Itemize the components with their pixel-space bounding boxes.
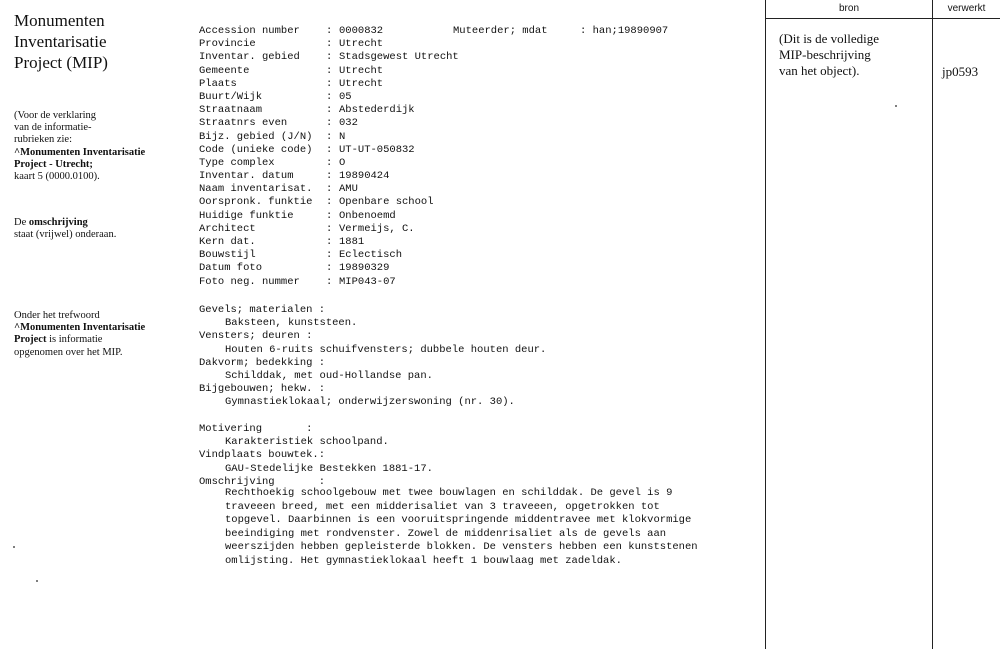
field-label: Inventar. datum: [199, 170, 294, 183]
field-row: [199, 170, 459, 183]
note-text: De: [14, 217, 29, 228]
scan-speck: [13, 546, 15, 548]
section-label: Gevels; materialen :: [199, 304, 326, 316]
description-line: traveeen breed, met een midderisaliet van 3 traveeen, opgetrokken tot: [225, 500, 660, 513]
field-colon: :: [326, 77, 333, 90]
section-group-motivation: [199, 423, 433, 476]
field-colon: :: [326, 117, 333, 130]
note-line: Onder het trefwoord: [14, 310, 100, 321]
field-row: [199, 223, 459, 236]
field-value: AMU: [339, 183, 358, 196]
description-line: beeindiging met rondvenster. Zowel de middenrisaliet als de gevels aan: [225, 527, 667, 540]
section-label: Dakvorm; bedekking :: [199, 356, 326, 369]
verwerkt-header: verwerkt: [947, 3, 986, 14]
field-value: 0000832: [339, 25, 384, 37]
note-omschrijving: [14, 217, 184, 241]
field-colon: :: [326, 275, 333, 288]
field-colon: :: [326, 222, 333, 235]
description-line: Rechthoekig schoolgebouw met twee bouwlagen en schilddak. De gevel is 9: [225, 487, 673, 499]
field-row: [199, 117, 459, 130]
bron-line: van het object).: [779, 63, 860, 78]
field-row: [199, 104, 459, 117]
field-colon: :: [326, 104, 333, 117]
field-list: [199, 25, 459, 289]
title-line: Project (MIP): [14, 53, 108, 72]
field-label: Datum foto: [199, 262, 263, 275]
description-line: weerszijden hebben gepleisterde blokken. De vensters hebben een kunststenen: [225, 541, 698, 554]
field-colon: :: [326, 51, 333, 64]
title-line: Inventarisatie: [14, 32, 107, 51]
field-colon: :: [326, 196, 333, 209]
field-label: Inventar. gebied: [199, 51, 300, 64]
field-value: O: [339, 156, 346, 169]
field-label: Huidige funktie: [199, 209, 294, 222]
column-divider: [932, 0, 933, 649]
field-colon: :: [326, 90, 333, 103]
section-group-materials: [199, 304, 546, 410]
field-value: 032: [339, 117, 358, 130]
section-value: Karakteristiek schoolpand.: [225, 436, 389, 449]
section-value: Houten 6-ruits schuifvensters; dubbele houten deur.: [225, 343, 547, 356]
field-value: Onbenoemd: [339, 209, 396, 222]
omschrijving-text: [225, 487, 765, 569]
field-label: Plaats: [199, 77, 237, 90]
field-row: [199, 51, 459, 64]
field-value: 19890424: [339, 170, 390, 183]
note-line: van de informatie-: [14, 122, 92, 134]
field-row: [199, 131, 459, 144]
note-link-bold: ^Monumenten Inventarisatie: [14, 322, 146, 334]
note-trefwoord: [14, 310, 184, 359]
field-label: Bouwstijl: [199, 249, 256, 262]
field-row: [199, 38, 459, 51]
field-value: Utrecht: [339, 77, 384, 90]
field-value: han;19890907: [592, 25, 669, 37]
field-colon: :: [326, 183, 333, 196]
bron-line: (Dit is de volledige: [779, 31, 880, 46]
omschrijving-label: Omschrijving :: [199, 476, 326, 488]
field-label: Muteerder; mdat: [453, 25, 548, 37]
note-link-bold: Project - Utrecht;: [14, 158, 93, 170]
note-line: opgenomen over het MIP.: [14, 346, 123, 358]
column-divider: [765, 0, 766, 649]
field-value: UT-UT-050832: [339, 143, 415, 156]
note-line: staat (vrijwel) onderaan.: [14, 229, 117, 241]
section-label: Vindplaats bouwtek.:: [199, 449, 326, 462]
field-colon: :: [326, 143, 333, 156]
header-rule: [765, 18, 1000, 19]
section-value: GAU-Stedelijke Bestekken 1881-17.: [225, 462, 433, 475]
field-value: MIP043-07: [339, 275, 396, 288]
field-label: Bijz. gebied (J/N): [199, 130, 313, 143]
field-row: [199, 210, 459, 223]
field-label: Naam inventarisat.: [199, 183, 313, 196]
field-colon: :: [326, 262, 333, 275]
field-row: [199, 65, 459, 78]
section-label: Vensters; deuren :: [199, 330, 313, 343]
field-colon: :: [326, 64, 333, 77]
field-colon: :: [326, 156, 333, 169]
muteerder-field: [453, 25, 668, 38]
field-label: Straatnaam: [199, 104, 263, 117]
field-value: Vermeijs, C.: [339, 222, 415, 235]
scan-speck: [895, 105, 897, 107]
field-colon: :: [326, 170, 333, 183]
field-label: Kern dat.: [199, 236, 256, 248]
field-row: [199, 78, 459, 91]
note-text: is informatie: [46, 334, 103, 346]
note-link-bold: ^Monumenten Inventarisatie: [14, 146, 146, 158]
field-label: Provincie: [199, 38, 256, 51]
field-row: [199, 157, 459, 170]
field-label: Foto neg. nummer: [199, 275, 300, 288]
bron-note: [779, 31, 929, 79]
note-bold: omschrijving: [28, 217, 88, 228]
scan-speck: [36, 580, 38, 582]
section-value: Schilddak, met oud-Hollandse pan.: [225, 370, 433, 383]
title-line: Monumenten: [14, 11, 105, 30]
field-value: Openbare school: [339, 196, 434, 209]
field-row: [199, 276, 459, 289]
field-colon: :: [326, 130, 333, 143]
note-link-bold: Project: [14, 334, 47, 346]
field-label: Accession number: [199, 25, 300, 37]
description-line: omlijsting. Het gymnastieklokaal heeft 1 bouwlaag met zadeldak.: [225, 554, 622, 567]
field-row: [199, 249, 459, 262]
field-label: Oorspronk. funktie: [199, 196, 313, 209]
field-label: Type complex: [199, 156, 275, 169]
field-label: Code (unieke code): [199, 143, 313, 156]
field-value: Utrecht: [339, 38, 384, 51]
field-label: Gemeente: [199, 64, 250, 77]
bron-line: MIP-beschrijving: [779, 47, 871, 62]
note-line: rubrieken zie:: [14, 134, 73, 146]
field-value: Utrecht: [339, 64, 384, 77]
section-value: Gymnastieklokaal; onderwijzerswoning (nr. 30).: [225, 396, 515, 409]
field-value: 1881: [339, 236, 365, 248]
field-label: Architect: [199, 222, 256, 235]
field-row: [199, 91, 459, 104]
field-label: Buurt/Wijk: [199, 90, 263, 103]
field-value: Abstederdijk: [339, 104, 415, 117]
field-label: Straatnrs even: [199, 117, 288, 130]
description-line: topgevel. Daarbinnen is een vooruitspringende middentravee met klokvormige: [225, 514, 692, 527]
section-label: Bijgebouwen; hekw. :: [199, 383, 326, 396]
field-value: Stadsgewest Utrecht: [339, 51, 459, 64]
section-label: Motivering :: [199, 423, 313, 435]
document-title: [14, 10, 174, 73]
note-line: kaart 5 (0000.0100).: [14, 171, 100, 183]
field-row: [199, 144, 459, 157]
field-row: [199, 262, 459, 275]
field-colon: :: [580, 25, 593, 37]
field-row: [199, 196, 459, 209]
field-colon: :: [326, 25, 333, 37]
field-value: 05: [339, 90, 352, 103]
note-line: (Voor de verklaring: [14, 110, 97, 121]
field-row: [199, 183, 459, 196]
field-colon: :: [326, 38, 333, 51]
verwerkt-value: jp0593: [942, 64, 979, 79]
field-value: Eclectisch: [339, 249, 403, 262]
note-verklaring: [14, 110, 184, 183]
field-colon: :: [326, 209, 333, 222]
field-colon: :: [326, 236, 333, 248]
field-value: 19890329: [339, 262, 390, 275]
field-row: [199, 25, 459, 38]
bron-header: bron: [838, 3, 859, 14]
section-value: Baksteen, kunststeen.: [225, 317, 358, 330]
field-colon: :: [326, 249, 333, 262]
field-value: N: [339, 130, 346, 143]
field-row: [199, 236, 459, 249]
